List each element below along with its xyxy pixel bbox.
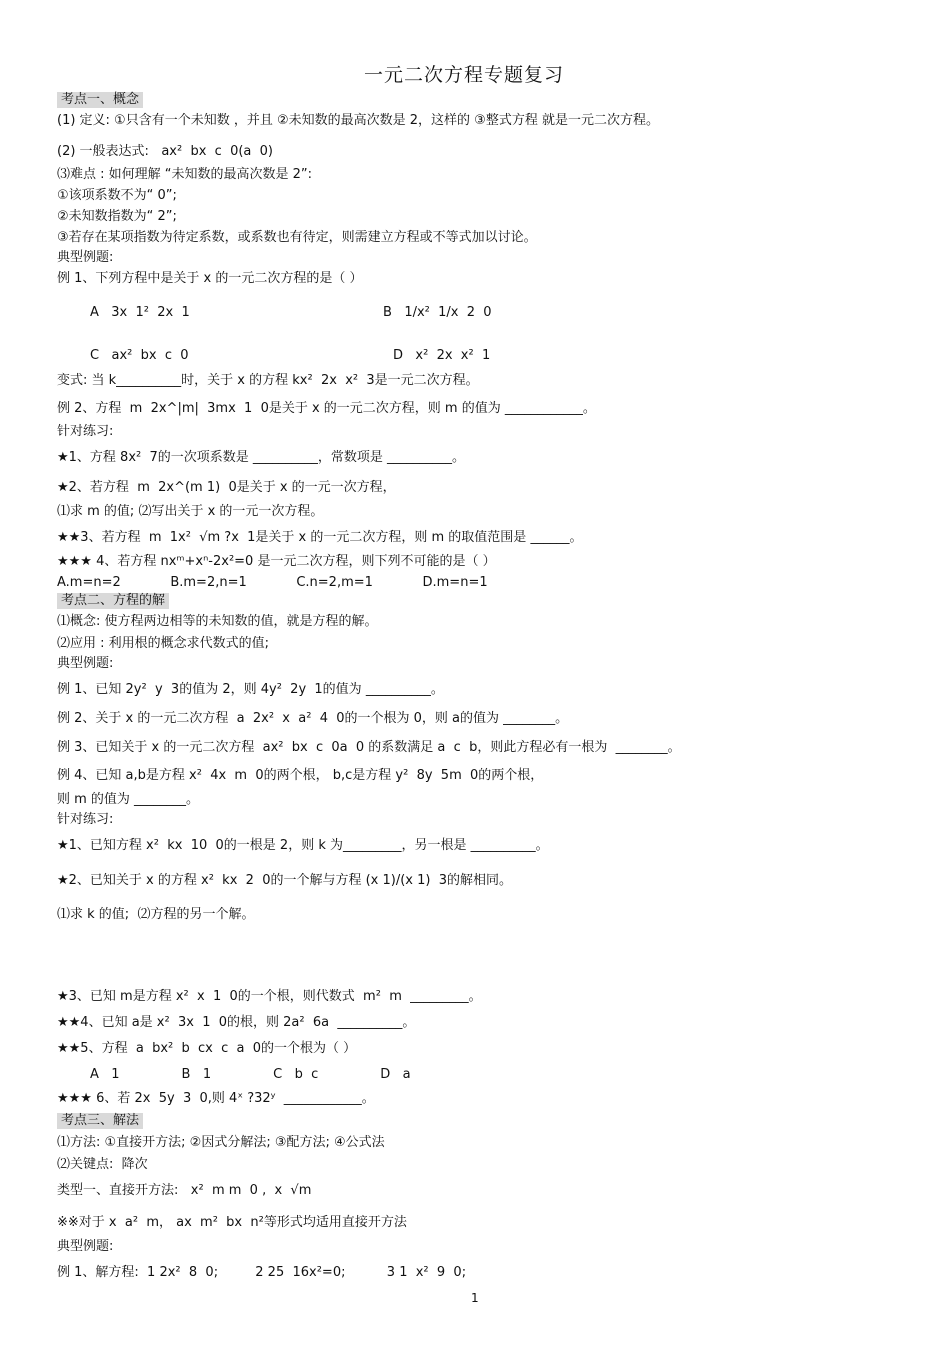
text-line: (1) 定义: ①只含有一个未知数 ，并且 ②未知数的最高次数是 2，这样的 ③整式方程 就是一元二次方程。 (57, 113, 659, 128)
text-line: ★★★ 6、若 2x 5y 3 0,则 4ˣ ?32ʸ ____________。 (57, 1091, 375, 1106)
text-line: (2) 一般表达式: ax² bx c 0(a 0) (57, 144, 273, 159)
text-line: 例 3、已知关于 x 的一元二次方程 ax² bx c 0a 0 的系数满足 a c b，则此方程必有一根为 ________。 (57, 740, 681, 755)
text-line: ⑴方法: ①直接开方法; ②因式分解法; ③配方法; ④公式法 (57, 1135, 385, 1150)
text-line: ★2、已知关于 x 的方程 x² kx 2 0的一个解与方程 (x 1)/(x 1) 3的解相同。 (57, 873, 513, 888)
text-line: 类型一、直接开方法: x² m m 0 , x √m (57, 1183, 312, 1198)
text-line: ⑴求 m 的值; ⑵写出关于 x 的一元一次方程。 (57, 504, 324, 519)
text-line: 例 1、解方程: 1 2x² 8 0; 2 25 16x²=0; 3 1 x² 9 0; (57, 1265, 467, 1280)
text-line: ⑶难点 : 如何理解 “未知数的最高次数是 2”: (57, 167, 313, 182)
text-line: ★★★ 4、若方程 nxᵐ+xⁿ-2x²=0 是一元二次方程，则下列不可能的是（ ） (57, 554, 496, 569)
section-heading: 考点一、概念 (57, 92, 143, 108)
text-line: 例 1、已知 2y² y 3的值为 2，则 4y² 2y 1的值为 __________。 (57, 682, 444, 697)
text-line: D x² 2x x² 1 (393, 348, 491, 363)
text-line: ③若存在某项指数为待定系数，或系数也有待定，则需建立方程或不等式加以讨论。 (57, 230, 537, 245)
text-line: ★1、方程 8x² 7的一次项系数是 __________，常数项是 __________。 (57, 450, 466, 465)
text-line: B 1/x² 1/x 2 0 (383, 305, 492, 320)
text-line: 典型例题: (57, 1239, 114, 1254)
text-line: ②未知数指数为“ 2”; (57, 209, 177, 224)
text-line: ⑵关键点: 降次 (57, 1157, 148, 1172)
text-line: ★★5、方程 a bx² b cx c a 0的一个根为（ ） (57, 1041, 357, 1056)
text-line: 例 4、已知 a,b是方程 x² 4x m 0的两个根， b,c是方程 y² 8y 5m 0的两个根， (57, 768, 544, 783)
text-line: 则 m 的值为 ________。 (57, 792, 200, 807)
text-line: ★1、已知方程 x² kx 10 0的一根是 2，则 k 为_________，另一根是 __________。 (57, 838, 549, 853)
text-line: ⑴求 k 的值; ⑵方程的另一个解。 (57, 907, 255, 922)
text-line: ⑵应用 : 利用根的概念求代数式的值; (57, 636, 270, 651)
text-line: 典型例题: (57, 250, 114, 265)
text-line: A.m=n=2 B.m=2,n=1 C.n=2,m=1 D.m=n=1 (57, 575, 488, 590)
text-line: 例 2、方程 m 2x^|m| 3mx 1 0是关于 x 的一元二次方程，则 m 的值为 ____________。 (57, 401, 596, 416)
text-line: ★2、若方程 m 2x^(m 1) 0是关于 x 的一元一次方程， (57, 480, 396, 495)
text-line: 变式: 当 k__________时，关于 x 的方程 kx² 2x x² 3是一元二次方程。 (57, 373, 479, 388)
text-line: ※※对于 x a² m， ax m² bx n²等形式均适用直接开方法 (57, 1215, 407, 1230)
text-line: ★★4、已知 a是 x² 3x 1 0的根，则 2a² 6a __________。 (57, 1015, 416, 1030)
text-line: A 3x 1² 2x 1 (90, 305, 190, 320)
text-line: ★★3、若方程 m 1x² √m ?x 1是关于 x 的一元二次方程，则 m 的取值范围是 ______。 (57, 530, 583, 545)
section-heading: 考点三、解法 (57, 1113, 143, 1129)
text-line: C ax² bx c 0 (90, 348, 189, 363)
page-number: 1 (471, 1291, 479, 1305)
text-line: 典型例题: (57, 656, 114, 671)
text-line: A 1 B 1 C b c D a (90, 1067, 411, 1082)
text-line: ★3、已知 m是方程 x² x 1 0的一个根，则代数式 m² m _________。 (57, 989, 482, 1004)
text-line: 针对练习: (57, 812, 114, 827)
text-line: ①该项系数不为“ 0”; (57, 188, 177, 203)
section-heading: 考点二、方程的解 (57, 593, 169, 609)
text-line: ⑴概念: 使方程两边相等的未知数的值，就是方程的解。 (57, 614, 378, 629)
text-line: 针对练习: (57, 424, 114, 439)
text-line: 例 1、下列方程中是关于 x 的一元二次方程的是（ ） (57, 271, 363, 286)
page-title: 一元二次方程专题复习 (364, 64, 565, 86)
text-line: 例 2、关于 x 的一元二次方程 a 2x² x a² 4 0的一个根为 0，则 a的值为 ________。 (57, 711, 569, 726)
